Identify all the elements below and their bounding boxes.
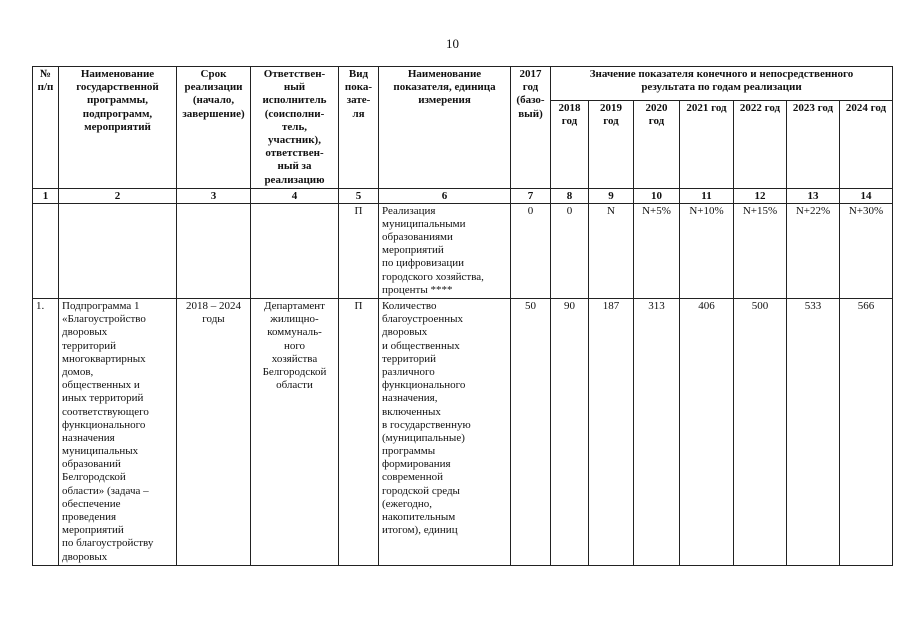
row-type: П	[339, 299, 379, 566]
row-term	[177, 203, 251, 298]
row-name	[59, 203, 177, 298]
row-year-value: N+15%	[734, 203, 787, 298]
header-year: 2022 год	[734, 100, 787, 188]
row-year-value: N	[589, 203, 634, 298]
header-col-indicator: Наименование показателя, единица измерения	[379, 67, 511, 189]
row-year-value: 0	[551, 203, 589, 298]
column-number: 4	[251, 188, 339, 203]
row-year-value: 566	[840, 299, 893, 566]
indicators-table	[32, 66, 893, 566]
header-col-type: Вид пока- зате- ля	[339, 67, 379, 189]
row-base-value: 0	[511, 203, 551, 298]
header-year: 2018 год	[551, 100, 589, 188]
row-year-value: N+5%	[634, 203, 680, 298]
column-numbers-row	[33, 188, 893, 203]
table-row	[33, 203, 893, 298]
column-number: 5	[339, 188, 379, 203]
column-number: 3	[177, 188, 251, 203]
header-year: 2019 год	[589, 100, 634, 188]
column-number: 9	[589, 188, 634, 203]
column-number: 8	[551, 188, 589, 203]
row-year-value: 90	[551, 299, 589, 566]
row-name: Подпрограмма 1 «Благоустройство дворовых территорий многоквартирных домов, общественных и иных территорий соответствующего функционального назначения муниципальных образований Белгородской области» (задача – обеспечение проведения мероприятий по благоустройству дворовых	[59, 299, 177, 566]
row-year-value: 533	[787, 299, 840, 566]
row-indicator: Реализация муниципальными образованиями мероприятий по цифровизации городского хозяйства, проценты ****	[379, 203, 511, 298]
page-number: 10	[446, 36, 459, 51]
column-number: 13	[787, 188, 840, 203]
row-responsible: Департамент жилищно- коммуналь- ного хозяйства Белгородской области	[251, 299, 339, 566]
header-year: 2024 год	[840, 100, 893, 188]
header-row	[33, 67, 893, 101]
row-year-value: 313	[634, 299, 680, 566]
row-num	[33, 203, 59, 298]
header-col-num: № п/п	[33, 67, 59, 189]
header-year: 2020 год	[634, 100, 680, 188]
header-col-base: 2017 год (базо- вый)	[511, 67, 551, 189]
table-row	[33, 299, 893, 566]
header-col-values-group: Значение показателя конечного и непосредственного результата по годам реализации	[551, 67, 893, 101]
row-year-value: N+10%	[680, 203, 734, 298]
header-col-term: Срок реализации (начало, завершение)	[177, 67, 251, 189]
column-number: 2	[59, 188, 177, 203]
header-year: 2023 год	[787, 100, 840, 188]
row-type: П	[339, 203, 379, 298]
row-term: 2018 – 2024 годы	[177, 299, 251, 566]
column-number: 10	[634, 188, 680, 203]
column-number: 12	[734, 188, 787, 203]
row-year-value: N+22%	[787, 203, 840, 298]
column-number: 14	[840, 188, 893, 203]
row-num: 1.	[33, 299, 59, 566]
header-col-name: Наименование государственной программы, подпрограмм, мероприятий	[59, 67, 177, 189]
row-year-value: 406	[680, 299, 734, 566]
row-indicator: Количество благоустроенных дворовых и общественных территорий различного функционального назначения, включенных в государственную (муниципальные) программы формирования современной городской среды (ежегодно, накопительным итогом), единиц	[379, 299, 511, 566]
column-number: 7	[511, 188, 551, 203]
row-year-value: 500	[734, 299, 787, 566]
column-number: 11	[680, 188, 734, 203]
row-base-value: 50	[511, 299, 551, 566]
row-responsible	[251, 203, 339, 298]
column-number: 1	[33, 188, 59, 203]
header-col-responsible: Ответствен- ный исполнитель (соисполни- тель, участник), ответствен- ный за реализацию	[251, 67, 339, 189]
header-year: 2021 год	[680, 100, 734, 188]
column-number: 6	[379, 188, 511, 203]
row-year-value: 187	[589, 299, 634, 566]
row-year-value: N+30%	[840, 203, 893, 298]
